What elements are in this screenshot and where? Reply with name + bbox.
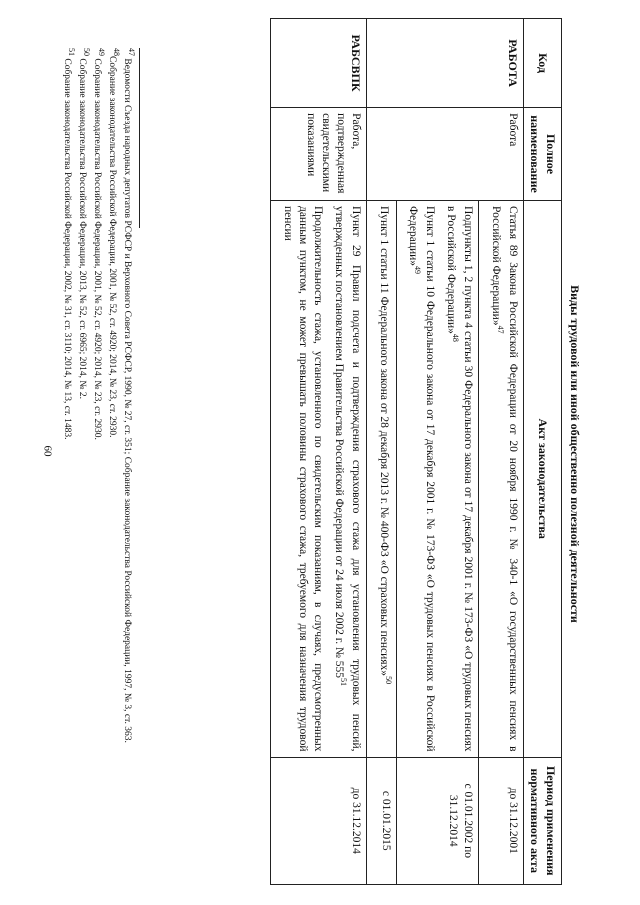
legislation-table bbox=[270, 18, 562, 885]
act-cell bbox=[479, 200, 524, 757]
footnote-divider bbox=[139, 48, 140, 228]
footnote-ref[interactable]: 51 bbox=[339, 678, 348, 687]
footnote-ref[interactable]: 47 bbox=[495, 325, 505, 334]
row-name: Работа bbox=[366, 108, 523, 201]
act-paragraph: Продолжительность стажа, установленного по свидетельским показаниям, в случаях, предусмотренных данным пунктом, не может превышать половины страхового стажа, требуемого для назначения трудовой пенсии bbox=[282, 205, 325, 752]
act-paragraph: Подпункты 1, 2 пункта 4 статьи 30 Федерального закона от 17 декабря 2001 г. № 173-ФЗ «О трудовых пенсиях в Российской Федерации»$^{48}$ bbox=[445, 205, 475, 752]
footnote: $^{50}$ Собрание законодательства Российской Федерации, 2013, № 52, ст. 6965; 2014, № 2. bbox=[76, 48, 91, 399]
footnote-ref[interactable]: 48 bbox=[451, 333, 461, 342]
table-row bbox=[479, 19, 524, 885]
table-row bbox=[271, 19, 367, 885]
header-act: Акт законодательства bbox=[523, 200, 561, 757]
act-paragraph: Пункт 1 статьи 11 Федерального закона от 28 декабря 2013 г. № 400-ФЗ «О страховых пенсиях»$^{50}$ bbox=[377, 205, 393, 685]
act-cell bbox=[366, 200, 396, 757]
footnotes bbox=[61, 48, 140, 878]
period-cell: с 01.01.2015 bbox=[366, 757, 396, 885]
act-paragraph: Пункт 29 Правил подсчета и подтверждения страхового стажа для установления трудовых пенсий, утвержденных постановлением Правительства Российской Федерации от 24 июля 2002 г. № $555^{51}$ bbox=[333, 205, 362, 752]
footnote: $^{51}$ Собрание законодательства Российской Федерации, 2002, № 31, ст. 3110; 2014, № 13, ст. 1483. bbox=[61, 48, 76, 440]
header-code: Код bbox=[523, 19, 561, 108]
row-code: РАБСВПК bbox=[271, 19, 367, 108]
header-period: Период применения нормативного акта bbox=[523, 757, 561, 885]
footnote: $^{48}$Собрание законодательства Российской Федерации, 2001, № 52, ст. 4920; 2014, № 23, ст. 2930. bbox=[106, 48, 121, 438]
page-title: Виды трудовой или иной общественно полезной деятельности bbox=[568, 285, 582, 623]
period-cell: с 01.01.2002 по 31.12.2014 bbox=[396, 757, 478, 885]
act-paragraph: Пункт 1 статьи 10 Федерального закона от 17 декабря 2001 г. № 173-ФЗ «О трудовых пенсиях в Российской Федерации»$^{49}$ bbox=[407, 205, 437, 752]
act-cell bbox=[271, 200, 367, 757]
row-code: РАБОТА bbox=[366, 19, 523, 108]
footnote: $^{49}$ Собрание законодательства Российской Федерации, 2001, № 52, ст. 4920; 2014, № 23, ст. 2930. bbox=[91, 48, 106, 440]
period-cell: до 31.12.2001 bbox=[479, 757, 524, 885]
row-name: Работа, подтвержденная свидетельскими показаниями bbox=[271, 108, 367, 201]
act-cell bbox=[396, 200, 478, 757]
footnote-ref[interactable]: 50 bbox=[383, 676, 393, 685]
footnote: $^{47}$ Ведомости Съезда народных депутатов РСФСР и Верховного Совета РСФСР, 1990, № 27, ст. 351; Собрание законодательства Российской Федерации, 1997, № 3, ст. 363. bbox=[121, 48, 136, 743]
page-number: 60 bbox=[41, 445, 54, 457]
header-name: Полное наименование bbox=[523, 108, 561, 201]
act-paragraph: Статья 89 Закона Российской Федерации от 20 ноября 1990 г. № 340-1 «О государственных пенсиях в Российской Федерации»$^{47}$ bbox=[490, 205, 519, 752]
period-cell: до 31.12.2014 bbox=[271, 757, 367, 885]
table-header-row bbox=[523, 19, 561, 885]
rotated-document bbox=[50, 18, 610, 890]
footnote-ref[interactable]: 49 bbox=[413, 266, 423, 275]
